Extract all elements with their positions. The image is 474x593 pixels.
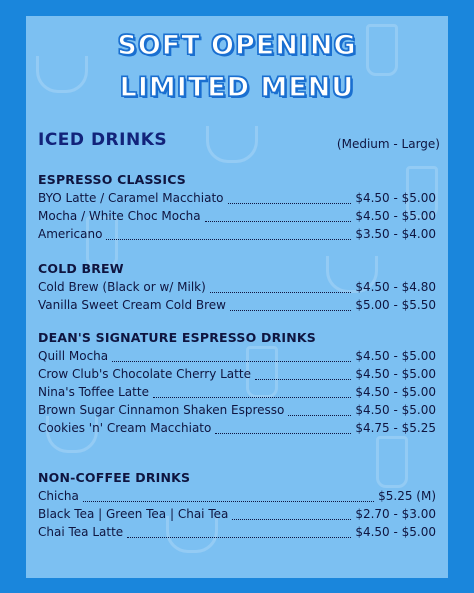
- item-price: $4.50 - $4.80: [355, 280, 436, 294]
- item-name: Quill Mocha: [38, 349, 109, 363]
- menu-item: [38, 278, 436, 296]
- item-name: Cookies 'n' Cream Macchiato: [38, 421, 212, 435]
- menu-item: [38, 347, 436, 365]
- item-name: Black Tea | Green Tea | Chai Tea: [38, 507, 229, 521]
- dot-leader: [255, 369, 351, 380]
- menu-item: [38, 225, 436, 243]
- item-price: $5.25 (M): [378, 489, 436, 503]
- item-price: $4.50 - $5.00: [355, 385, 436, 399]
- item-price: $4.50 - $5.00: [355, 525, 436, 539]
- item-price: $4.50 - $5.00: [355, 367, 436, 381]
- menu-item: [38, 401, 436, 419]
- menu-title-line-1: SOFT OPENING: [117, 30, 357, 61]
- menu-item: [38, 523, 436, 541]
- dot-leader: [83, 491, 374, 502]
- dot-leader: [112, 351, 351, 362]
- menu-item: [38, 189, 436, 207]
- item-price: $2.70 - $3.00: [355, 507, 436, 521]
- dot-leader: [230, 300, 351, 311]
- menu-item: [38, 296, 436, 314]
- dot-leader: [127, 527, 351, 538]
- section-heading: ICED DRINKS: [38, 130, 168, 150]
- item-name: Cold Brew (Black or w/ Milk): [38, 280, 206, 294]
- item-name: Americano: [38, 227, 103, 241]
- item-name: Vanilla Sweet Cream Cold Brew: [38, 298, 226, 312]
- menu-group-cold-brew: [38, 260, 436, 314]
- menu-item: [38, 487, 436, 505]
- menu-item: [38, 383, 436, 401]
- dot-leader: [205, 211, 352, 222]
- item-name: Crow Club's Chocolate Cherry Latte: [38, 367, 251, 381]
- dot-leader: [215, 423, 351, 434]
- menu-group-signature-espresso: [38, 329, 436, 437]
- item-price: $5.00 - $5.50: [355, 298, 436, 312]
- item-name: Nina's Toffee Latte: [38, 385, 149, 399]
- dot-leader: [228, 193, 352, 204]
- menu-item: [38, 419, 436, 437]
- size-note: (Medium - Large): [336, 137, 440, 151]
- menu-item: [38, 505, 436, 523]
- group-title: NON-COFFEE DRINKS: [38, 470, 191, 485]
- menu-title-line-2: LIMITED MENU: [119, 72, 355, 103]
- coffee-cup-icon: [206, 126, 258, 163]
- item-price: $3.50 - $4.00: [355, 227, 436, 241]
- dot-leader: [288, 405, 351, 416]
- dot-leader: [106, 229, 351, 240]
- item-name: Brown Sugar Cinnamon Shaken Espresso: [38, 403, 285, 417]
- item-price: $4.50 - $5.00: [355, 403, 436, 417]
- menu-group-espresso-classics: [38, 171, 436, 243]
- item-name: Chicha: [38, 489, 79, 503]
- menu-item: [38, 207, 436, 225]
- item-price: $4.50 - $5.00: [355, 191, 436, 205]
- dot-leader: [210, 282, 352, 293]
- menu-item: [38, 365, 436, 383]
- item-price: $4.75 - $5.25: [355, 421, 436, 435]
- item-price: $4.50 - $5.00: [355, 209, 436, 223]
- item-price: $4.50 - $5.00: [355, 349, 436, 363]
- item-name: Mocha / White Choc Mocha: [38, 209, 201, 223]
- group-title: ESPRESSO CLASSICS: [38, 172, 187, 187]
- menu-group-non-coffee: [38, 469, 436, 541]
- item-name: Chai Tea Latte: [38, 525, 124, 539]
- group-title: COLD BREW: [38, 261, 124, 276]
- item-name: BYO Latte / Caramel Macchiato: [38, 191, 224, 205]
- dot-leader: [153, 387, 351, 398]
- group-title: DEAN'S SIGNATURE ESPRESSO DRINKS: [38, 330, 316, 345]
- dot-leader: [232, 509, 351, 520]
